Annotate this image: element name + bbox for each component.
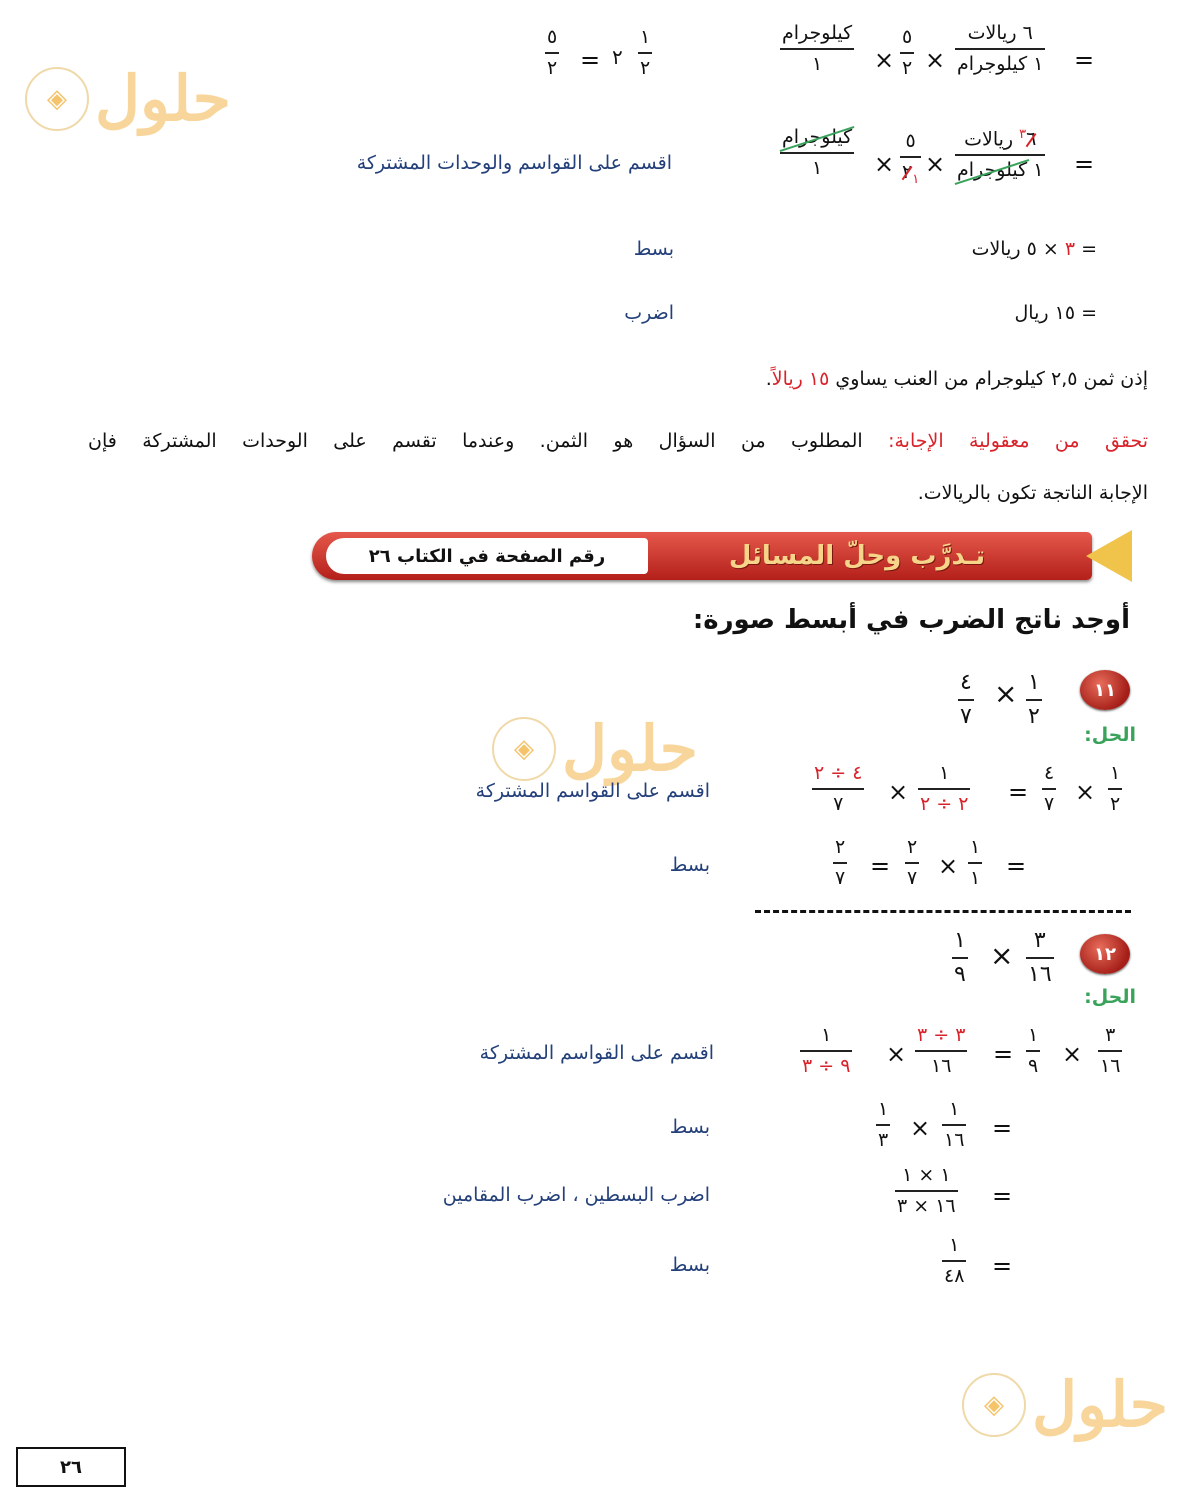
times-sign: × [925,150,946,178]
times-sign: × [994,677,1018,710]
times-sign: × [874,150,895,178]
fraction-cancelled-price: $٦^٣$ ريالات ١ كيلوجرام [957,127,1044,182]
equals-sign: = [870,852,891,880]
p11-question-fraction-a: ١ ٢ [1028,670,1040,729]
banner-page-ref: رقم الصفحة في الكتاب ٢٦ [368,545,606,567]
check-answer-paragraph: تحقق من معقولية الإجابة: المطلوب من السؤال هو الثمن. وعندما تقسم على الوحدات المشتركة فإن [88,430,1148,452]
p12-solution-label: الحل: [1084,986,1136,1008]
fraction-one-half: ١ ٢ [640,26,651,79]
fraction-cancelled-kg: كيلوجرام ١ [782,126,853,179]
p12-s2-note: بسط [669,1116,710,1138]
times-sign: × [990,939,1014,972]
page-number-box [16,1447,126,1487]
dashed-separator [755,910,1131,913]
equals-sign: = [992,1114,1013,1142]
p12-s3-fraction: ١ × ١ ١٦ × ٣ [897,1164,956,1217]
p12-s2-a: ١ ١٦ [944,1098,965,1151]
watermark-bottom-right [962,1368,1168,1441]
section-banner [312,530,1132,582]
check-answer-paragraph-line2: الإجابة الناتجة تكون بالريالات. [917,482,1148,504]
fraction-five-halves: ٥ ٢ [902,26,913,79]
times-sign: × [886,1040,907,1068]
problem-number-badge: ١١ [1080,670,1130,710]
times-sign: × [1075,778,1096,806]
step-note-simplify: بسط [633,238,674,260]
book-icon: ◈ [962,1373,1026,1437]
p12-s4-fraction: ١ ٤٨ [944,1234,965,1287]
p12-s1-note: اقسم على القواسم المشتركة [479,1042,714,1064]
p11-s1-right-b: ٤ ٧ [1044,762,1055,815]
p12-s2-b: ١ ٣ [878,1098,889,1151]
exercise-heading: أوجد ناتج الضرب في أبسط صورة: [692,605,1130,635]
step-note-multiply: اضرب [624,302,674,324]
fraction-five-halves-result: ٥ ٢ [547,26,558,79]
equals-sign: = [993,1040,1014,1068]
p11-question-fraction-b: ٤ ٧ [960,670,972,729]
p11-s1-right-a: ١ ٢ [1110,762,1121,815]
equals-sign: = [580,46,601,74]
times-sign: × [1062,1040,1083,1068]
equals-sign: = [1006,852,1027,880]
equals-sign: = [992,1252,1013,1280]
book-icon: ◈ [492,717,556,781]
problem-number-badge: ١٢ [1080,934,1130,974]
conclusion-text: إذن ثمن ٢,٥ كيلوجرام من العنب يساوي ١٥ ريالاً. [765,368,1148,390]
equals-sign: = [1074,150,1095,178]
p12-question-fraction-a: ٣ ١٦ [1028,928,1052,987]
step-note-divide-units: اقسم على القواسم والوحدات المشتركة [356,152,672,174]
fraction-kg-over-one: كيلوجرام ١ [782,22,853,75]
times-sign: × [888,778,909,806]
watermark-middle [492,712,698,785]
p11-s1-left-a: ١ ٢ ÷ ٢ [920,762,969,815]
p11-s2-result: ٢ ٧ [835,836,846,889]
equals-sign: = [1008,778,1029,806]
times-sign: × [925,46,946,74]
step-multiply-expression: = ١٥ ريال [1014,302,1097,324]
p12-s1-right-b: ١ ٩ [1028,1024,1039,1077]
check-label: تحقق من معقولية الإجابة: [888,430,1148,452]
step-simplify-expression: = ٣ × ٥ ريالات [971,238,1097,260]
banner-title: تـدرَّب وحلّ المسائل [728,541,986,571]
fraction-price-per-kg: ٦ ريالات ١ كيلوجرام [957,22,1044,75]
p11-s1-note: اقسم على القواسم المشتركة [475,780,710,802]
mixed-whole: ٢ [612,45,623,69]
p12-s1-left-b: ١ ٩ ÷ ٣ [802,1024,851,1077]
p12-s1-left-a: ٣ ÷ ٣ ١٦ [917,1024,966,1077]
watermark-text: حلول [1032,1368,1168,1441]
times-sign: × [910,1114,931,1142]
watermark-top-left [25,62,231,135]
p12-s4-note: بسط [669,1254,710,1276]
p12-question-fraction-b: ١ ٩ [954,928,966,987]
p11-s2-b: ٢ ٧ [907,836,918,889]
equals-sign: = [992,1182,1013,1210]
p11-s2-note: بسط [669,854,710,876]
watermark-text: حلول [95,62,231,135]
equals-sign: = [1074,46,1095,74]
banner-arrow-icon [1086,530,1132,582]
book-icon: ◈ [25,67,89,131]
p11-solution-label: الحل: [1084,724,1136,746]
times-sign: × [874,46,895,74]
watermark-text: حلول [562,712,698,785]
times-sign: × [938,852,959,880]
p12-s3-note: اضرب البسطين ، اضرب المقامين [442,1184,710,1206]
fraction-cancelled-five-halves: ٥ $٢_١$ [902,130,920,187]
p11-s2-a: ١ ١ [970,836,981,889]
page-number: ٢٦ [60,1456,82,1478]
p11-s1-left-b: ٤ ÷ ٢ ٧ [814,762,863,815]
p12-s1-right-a: ٣ ١٦ [1100,1024,1121,1077]
banner-page-ref-box [326,538,648,574]
